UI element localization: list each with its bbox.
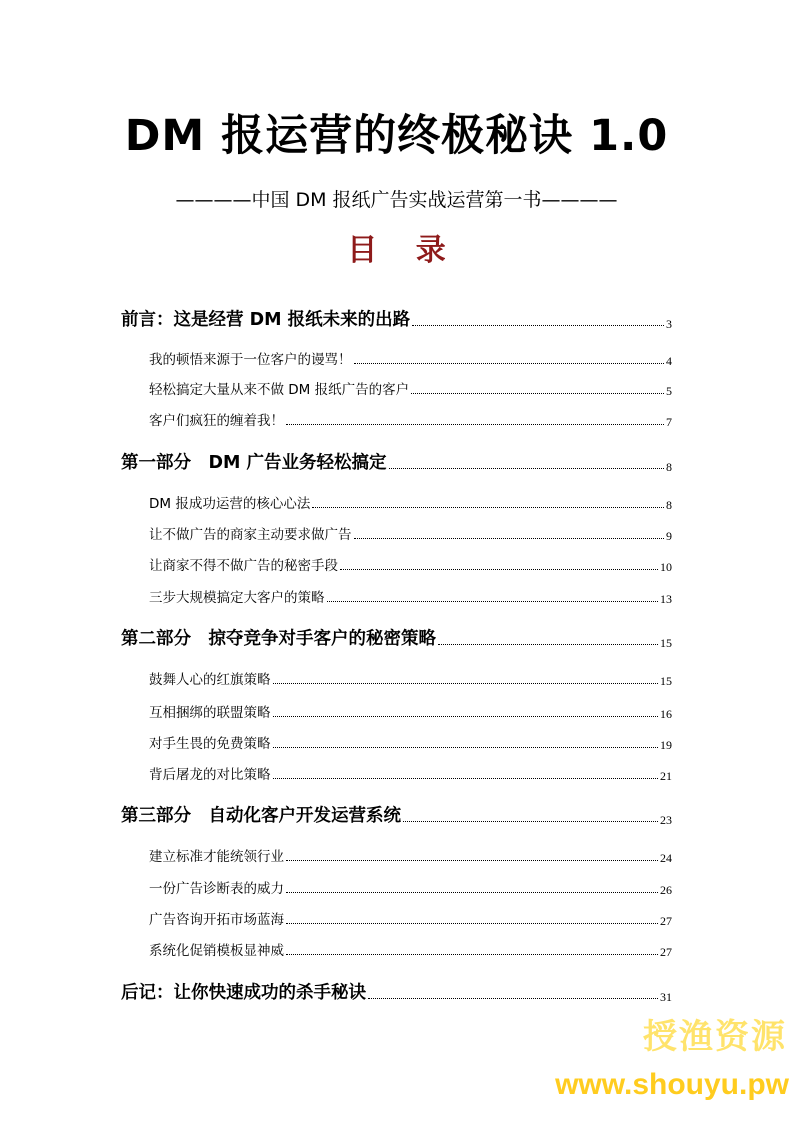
toc-subsection-entry[interactable]	[149, 586, 672, 606]
toc-subsection-entry[interactable]	[149, 409, 672, 429]
toc-dot-leader	[354, 537, 665, 539]
toc-dot-leader	[411, 392, 664, 394]
toc-entry-page-number: 26	[660, 883, 672, 897]
toc-entry-label: 一份广告诊断表的威力	[149, 881, 284, 897]
toc-entry-label: 对手生畏的免费策略	[149, 736, 271, 752]
toc-subsection-entry[interactable]	[149, 939, 672, 959]
toc-entry-page-number: 3	[666, 317, 672, 331]
toc-entry-page-number: 23	[660, 813, 672, 827]
document-subtitle: ————中国 DM 报纸广告实战运营第一书————	[175, 189, 618, 211]
toc-entry-page-number: 21	[660, 769, 672, 783]
toc-entry-page-number: 13	[660, 592, 672, 606]
toc-section-entry[interactable]	[121, 305, 672, 331]
toc-entry-label: 第二部分 掠夺竞争对手客户的秘密策略	[121, 629, 436, 649]
toc-dot-leader	[286, 423, 664, 425]
toc-entry-label: 广告咨询开拓市场蓝海	[149, 912, 284, 928]
toc-entry-page-number: 27	[660, 945, 672, 959]
toc-entry-label: 轻松搞定大量从来不做 DM 报纸广告的客户	[149, 382, 410, 398]
toc-subsection-entry[interactable]	[149, 492, 672, 512]
toc-entry-page-number: 9	[666, 529, 672, 543]
toc-subsection-entry[interactable]	[149, 763, 672, 783]
toc-entry-label: DM 报成功运营的核心心法	[149, 496, 311, 512]
toc-entry-label: 建立标准才能统领行业	[149, 849, 284, 865]
toc-subsection-entry[interactable]	[149, 701, 672, 721]
toc-entry-page-number: 19	[660, 738, 672, 752]
toc-dot-leader	[273, 715, 659, 717]
toc-entry-label: 第三部分 自动化客户开发运营系统	[121, 806, 401, 826]
toc-dot-leader	[340, 568, 658, 570]
toc-entry-label: 客户们疯狂的缠着我！	[149, 413, 284, 429]
toc-entry-page-number: 4	[666, 354, 672, 368]
toc-entry-page-number: 27	[660, 914, 672, 928]
toc-entry-label: 前言：这是经营 DM 报纸未来的出路	[121, 310, 411, 330]
toc-entry-page-number: 5	[666, 384, 672, 398]
toc-subsection-entry[interactable]	[149, 348, 672, 368]
toc-subsection-entry[interactable]	[149, 877, 672, 897]
toc-dot-leader	[389, 467, 664, 469]
toc-dot-leader	[286, 953, 658, 955]
toc-entry-label: 我的顿悟来源于一位客户的谩骂！	[149, 352, 352, 368]
toc-section-entry[interactable]	[121, 801, 672, 827]
toc-heading: 目 录	[347, 233, 460, 268]
watermark	[503, 1013, 793, 1123]
toc-entry-label: 互相捆绑的联盟策略	[149, 705, 271, 721]
toc-entry-label: 第一部分 DM 广告业务轻松搞定	[121, 453, 387, 473]
toc-dot-leader	[286, 859, 658, 861]
toc-entry-page-number: 31	[660, 990, 672, 1004]
document-title: DM 报运营的终极秘诀 1.0	[124, 111, 669, 161]
toc-section-entry[interactable]	[121, 624, 672, 650]
toc-dot-leader	[273, 746, 659, 748]
toc-subsection-entry[interactable]	[149, 845, 672, 865]
toc-entry-label: 系统化促销模板显神威	[149, 943, 284, 959]
watermark-url: www.shouyu.pw	[555, 1068, 789, 1101]
toc-entry-page-number: 10	[660, 560, 672, 574]
toc-entry-label: 三步大规模搞定大客户的策略	[149, 590, 325, 606]
toc-dot-leader	[412, 324, 664, 326]
toc-dot-leader	[368, 997, 658, 999]
toc-entry-page-number: 16	[660, 707, 672, 721]
toc-subsection-entry[interactable]	[149, 908, 672, 928]
toc-subsection-entry[interactable]	[149, 378, 672, 398]
toc-entry-page-number: 8	[666, 460, 672, 474]
toc-dot-leader	[403, 820, 658, 822]
toc-dot-leader	[286, 891, 658, 893]
toc-entry-label: 鼓舞人心的红旗策略	[149, 672, 271, 688]
toc-entry-label: 后记：让你快速成功的杀手秘诀	[121, 983, 366, 1003]
toc-entry-page-number: 7	[666, 415, 672, 429]
toc-dot-leader	[312, 506, 664, 508]
toc-entry-label: 让商家不得不做广告的秘密手段	[149, 558, 338, 574]
toc-dot-leader	[327, 600, 659, 602]
toc-subsection-entry[interactable]	[149, 732, 672, 752]
toc-subsection-entry[interactable]	[149, 554, 672, 574]
toc-dot-leader	[438, 643, 658, 645]
toc-entry-label: 让不做广告的商家主动要求做广告	[149, 527, 352, 543]
toc-dot-leader	[273, 682, 659, 684]
toc-entry-page-number: 15	[660, 636, 672, 650]
toc-entry-page-number: 24	[660, 851, 672, 865]
toc-subsection-entry[interactable]	[149, 668, 672, 688]
toc-entry-page-number: 8	[666, 498, 672, 512]
toc-section-entry[interactable]	[121, 448, 672, 474]
toc-entry-page-number: 15	[660, 674, 672, 688]
toc-subsection-entry[interactable]	[149, 523, 672, 543]
watermark-text: 授渔资源	[643, 1017, 787, 1057]
toc-section-entry[interactable]	[121, 978, 672, 1004]
toc-dot-leader	[286, 922, 658, 924]
toc-dot-leader	[273, 777, 659, 779]
toc-entry-label: 背后屠龙的对比策略	[149, 767, 271, 783]
toc-dot-leader	[354, 362, 665, 364]
